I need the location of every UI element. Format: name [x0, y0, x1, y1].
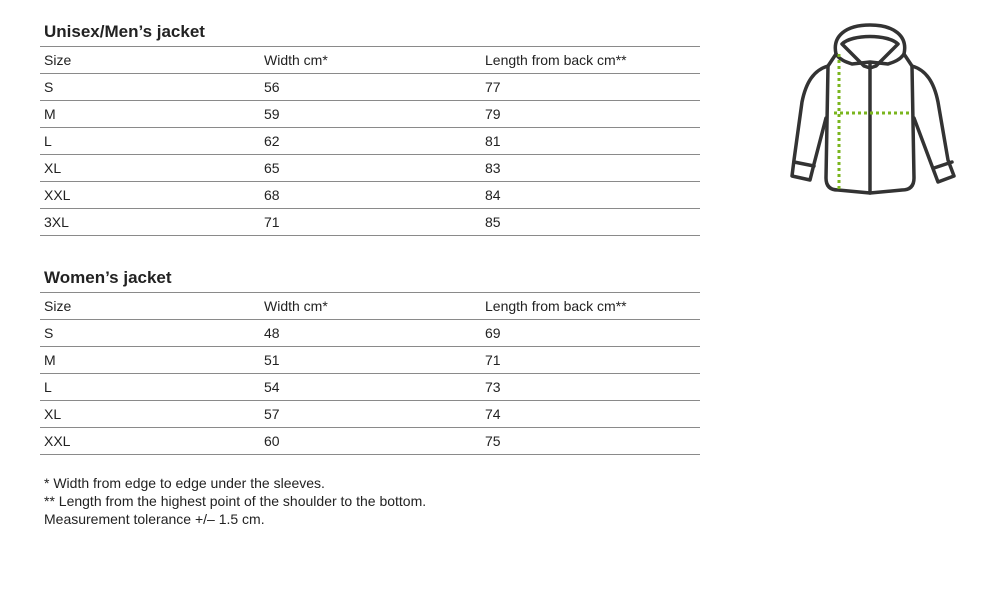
length-header: Length from back cm**: [481, 47, 700, 74]
table-row: [40, 347, 700, 374]
hood-outline: [835, 25, 904, 64]
width-cell: 68: [260, 182, 481, 209]
length-cell: 85: [481, 209, 700, 236]
table-row: [40, 428, 700, 455]
width-cell: 57: [260, 401, 481, 428]
measurement-notes: [44, 474, 426, 528]
table-row: [40, 401, 700, 428]
jacket-outline: [792, 25, 954, 193]
width-cell: 48: [260, 320, 481, 347]
width-header: Width cm*: [260, 293, 481, 320]
length-cell: 77: [481, 74, 700, 101]
size-cell: L: [40, 128, 260, 155]
length-note: ** Length from the highest point of the shoulder to the bottom.: [44, 493, 427, 509]
length-cell: 74: [481, 401, 700, 428]
table-row: [40, 74, 700, 101]
table-row: [40, 374, 700, 401]
left-cuff: [794, 162, 814, 166]
width-cell: 65: [260, 155, 481, 182]
size-cell: XL: [40, 155, 260, 182]
length-cell: 71: [481, 347, 700, 374]
mens-size-table: [40, 46, 700, 236]
tolerance-note: Measurement tolerance +/– 1.5 cm.: [44, 511, 265, 527]
table-row: [40, 155, 700, 182]
table-row: [40, 128, 700, 155]
length-cell: 81: [481, 128, 700, 155]
size-cell: XXL: [40, 182, 260, 209]
size-cell: L: [40, 374, 260, 401]
size-cell: XL: [40, 401, 260, 428]
womens-jacket-title: Women’s jacket: [44, 268, 172, 287]
size-cell: S: [40, 74, 260, 101]
width-note: * Width from edge to edge under the sleeves.: [44, 475, 325, 491]
table-header-row: [40, 293, 700, 320]
jacket-measurement-icon: [776, 18, 966, 203]
width-cell: 56: [260, 74, 481, 101]
width-cell: 51: [260, 347, 481, 374]
width-cell: 62: [260, 128, 481, 155]
table-row: [40, 209, 700, 236]
table-row: [40, 101, 700, 128]
table-row: [40, 320, 700, 347]
length-cell: 75: [481, 428, 700, 455]
width-cell: 71: [260, 209, 481, 236]
measurement-guides: [834, 54, 912, 190]
size-cell: 3XL: [40, 209, 260, 236]
length-cell: 79: [481, 101, 700, 128]
womens-size-table: [40, 292, 700, 455]
length-cell: 84: [481, 182, 700, 209]
size-cell: S: [40, 320, 260, 347]
width-header: Width cm*: [260, 47, 481, 74]
size-header: Size: [40, 47, 260, 74]
length-header: Length from back cm**: [481, 293, 700, 320]
width-cell: 60: [260, 428, 481, 455]
size-cell: M: [40, 101, 260, 128]
table-row: [40, 182, 700, 209]
size-cell: XXL: [40, 428, 260, 455]
length-cell: 69: [481, 320, 700, 347]
width-cell: 54: [260, 374, 481, 401]
width-cell: 59: [260, 101, 481, 128]
length-cell: 73: [481, 374, 700, 401]
mens-jacket-title: Unisex/Men’s jacket: [44, 22, 205, 41]
length-cell: 83: [481, 155, 700, 182]
size-cell: M: [40, 347, 260, 374]
table-header-row: [40, 47, 700, 74]
size-header: Size: [40, 293, 260, 320]
